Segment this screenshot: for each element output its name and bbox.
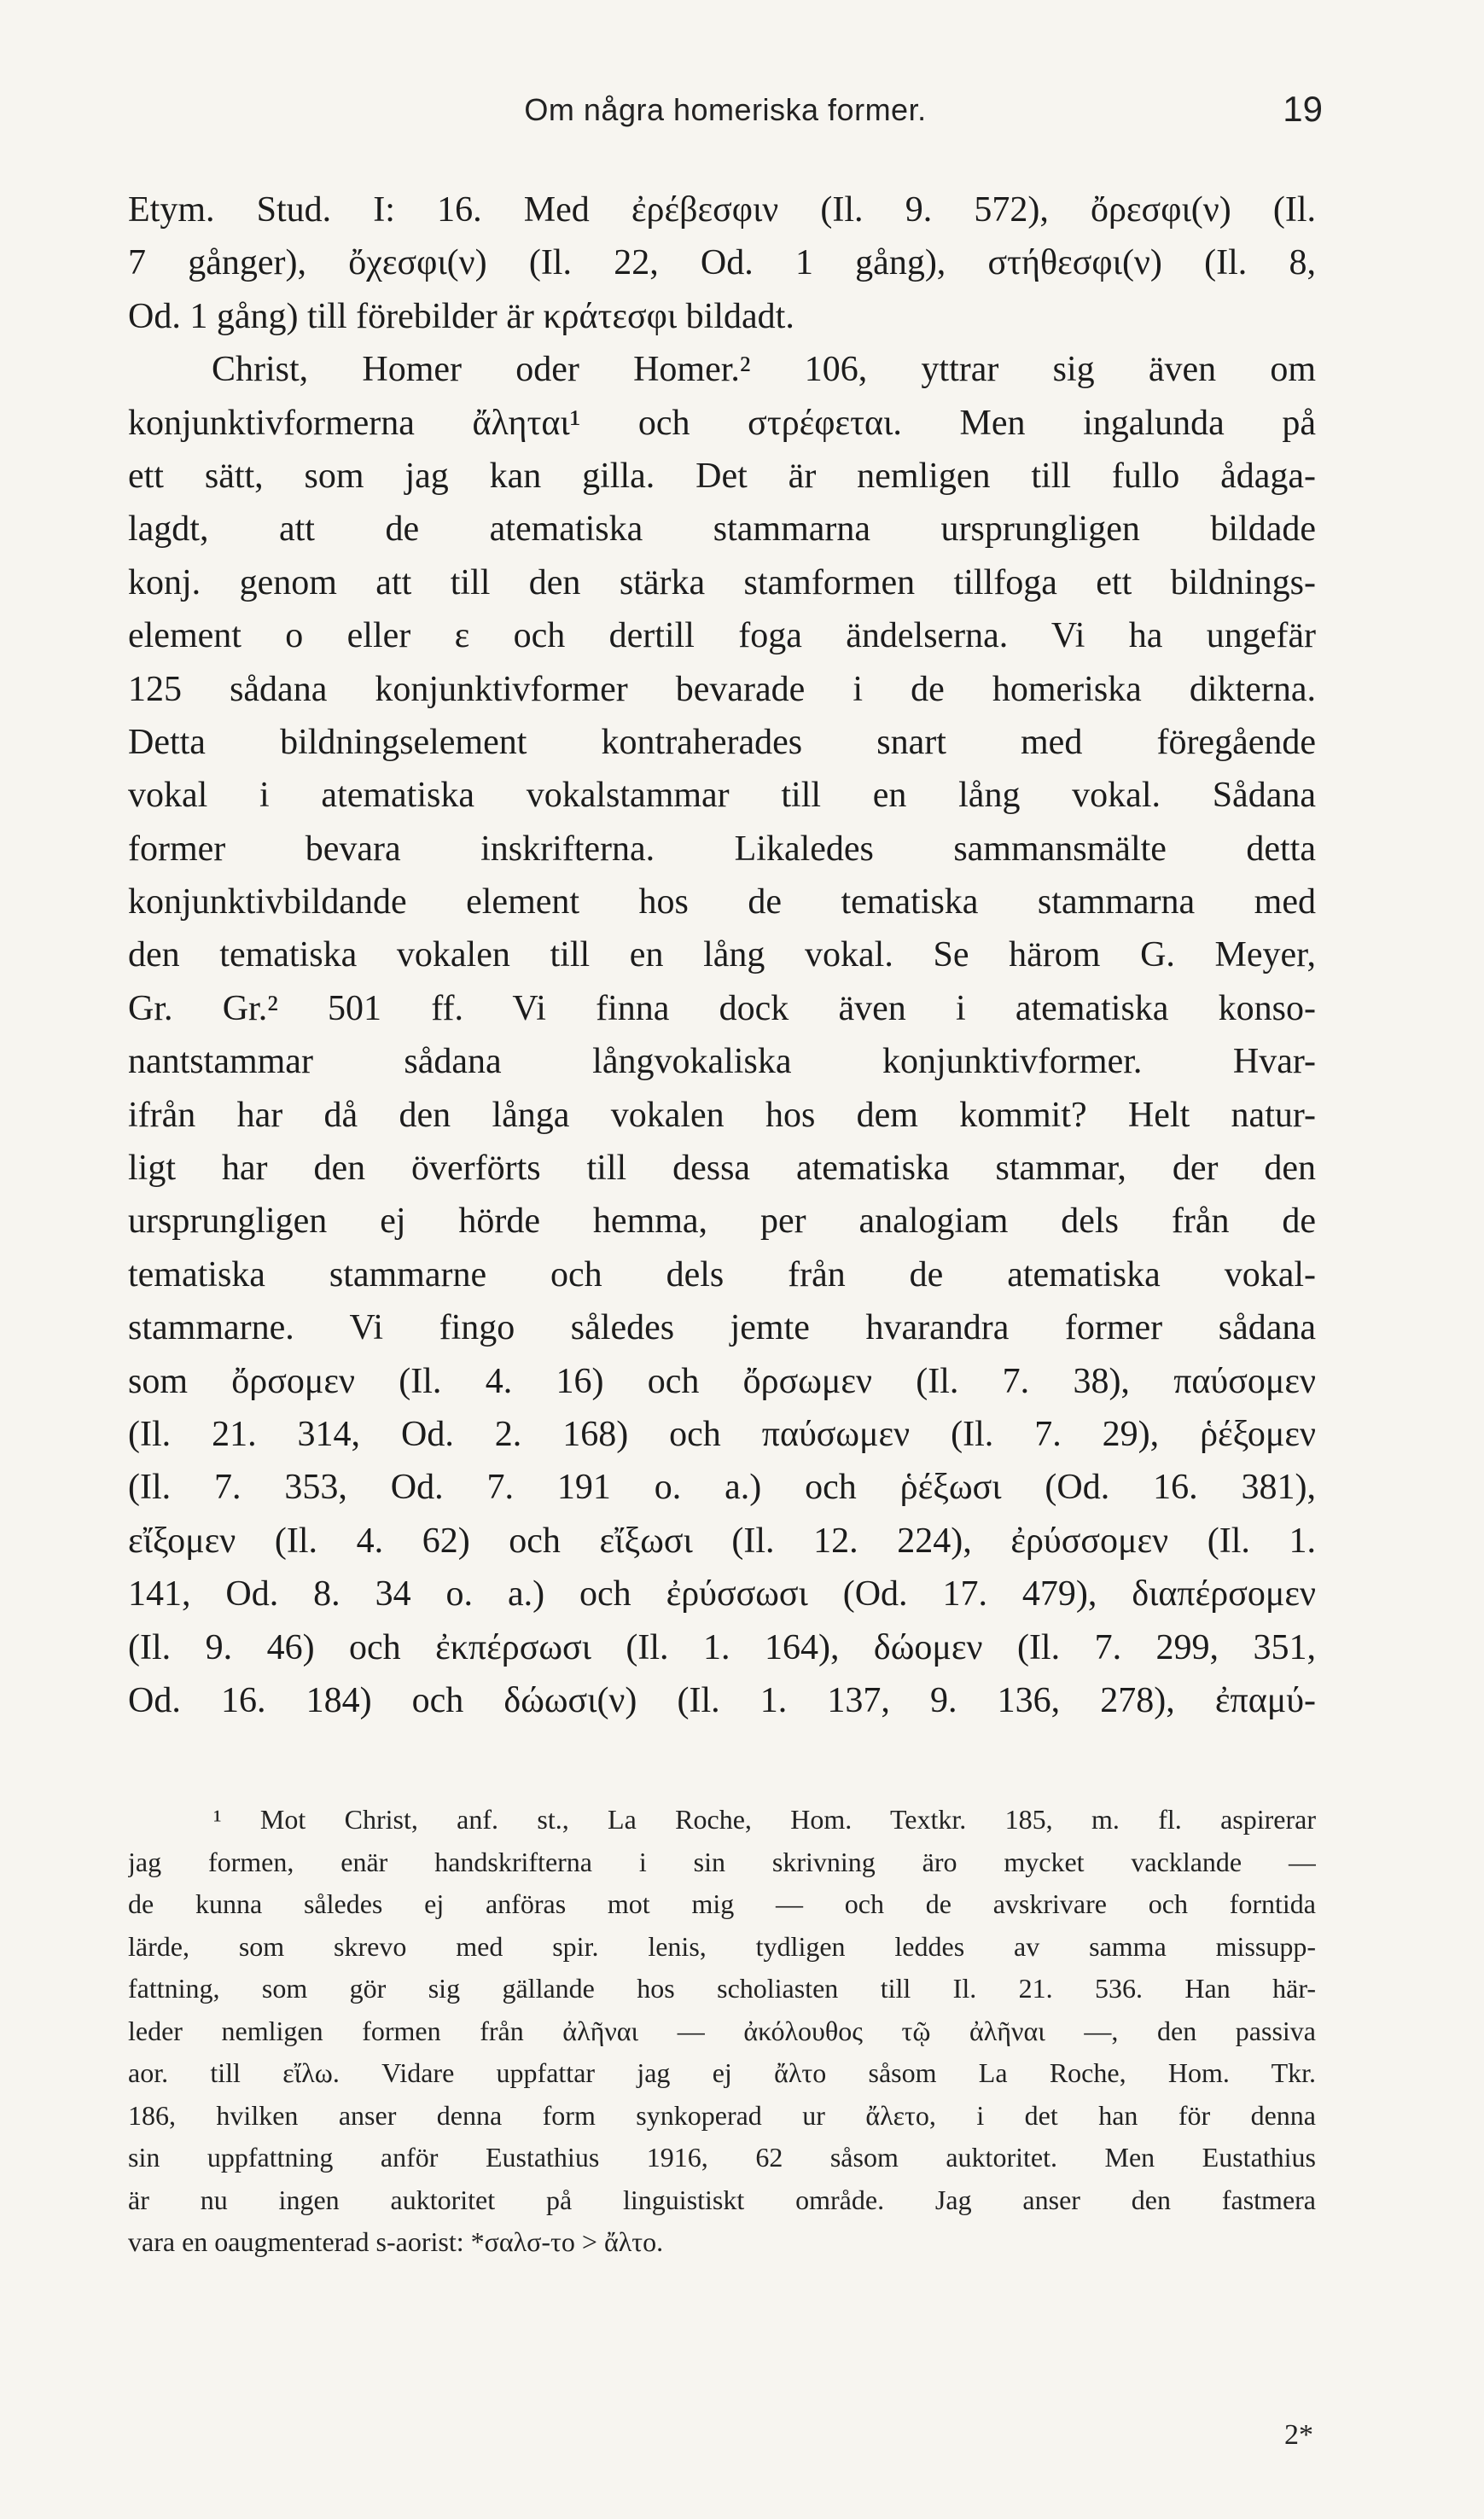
running-title: Om några homeriska former. [524, 92, 927, 127]
body-line: vokal i atematiska vokalstammar till en lång vokal. Sådana [128, 776, 1316, 816]
body-line: former bevara inskrifterna. Likaledes sammansmälte detta [128, 829, 1316, 869]
footnote-line: aor. till εἴλω. Vidare uppfattar jag ej ἄλτο såsom La Roche, Hom. Tkr. [128, 2057, 1316, 2088]
footnote-line: 186, hvilken anser denna form synkoperad ur ἄλετο, i det han för denna [128, 2099, 1316, 2131]
body-line: (Il. 9. 46) och ἐκπέρσωσι (Il. 1. 164), δώομεν (Il. 7. 299, 351, [128, 1627, 1316, 1667]
footnotes [128, 1799, 1316, 2264]
body-line: den tematiska vokalen till en lång vokal. Se härom G. Meyer, [128, 935, 1316, 975]
page-number: 19 [1283, 89, 1323, 129]
footnote-line: är nu ingen auktoritet på linguistiskt område. Jag anser den fastmera [128, 2184, 1316, 2215]
body-line: som ὄρσομεν (Il. 4. 16) och ὄρσωμεν (Il. 7. 38), παύσομεν [128, 1361, 1316, 1401]
footnote-line: fattning, som gör sig gällande hos scholiasten till Il. 21. 536. Han här- [128, 1973, 1316, 2004]
body-line: ett sätt, som jag kan gilla. Det är nemligen till fullo ådaga- [128, 456, 1316, 496]
footnote-line: sin uppfattning anför Eustathius 1916, 62 såsom auktoritet. Men Eustathius [128, 2142, 1316, 2173]
body-line: Gr. Gr.² 501 ff. Vi finna dock även i atematiska konso- [128, 988, 1316, 1028]
body-line: (Il. 7. 353, Od. 7. 191 o. a.) och ῥέξωσι (Od. 16. 381), [128, 1468, 1316, 1508]
body-line: nantstammar sådana långvokaliska konjunktivformer. Hvar- [128, 1042, 1316, 1082]
body-line: εἴξομεν (Il. 4. 62) och εἴξωσι (Il. 12. 224), ἐρύσσομεν (Il. 1. [128, 1521, 1316, 1561]
footnote-line: de kunna således ej anföras mot mig — och de avskrivare och forntida [128, 1888, 1316, 1919]
body-line: lagdt, att de atematiska stammarna ursprungligen bildade [128, 509, 1316, 550]
body-line: ligt har den överförts till dessa atematiska stammar, der den [128, 1149, 1316, 1189]
body-text [128, 183, 1316, 1727]
footnote-line: lärde, som skrevo med spir. lenis, tydligen leddes av samma missupp- [128, 1930, 1316, 1962]
body-line: Etym. Stud. I: 16. Med ἐρέβεσφιν (Il. 9. 572), ὄρεσφι(ν) (Il. [128, 190, 1316, 230]
body-line: konjunktivformerna ἄληται¹ och στρέφεται. Men ingalunda på [128, 403, 1316, 443]
signature-mark: 2* [1284, 2419, 1313, 2451]
page-header [128, 89, 1323, 143]
body-line: element ο eller ε och dertill foga ändelserna. Vi ha ungefär [128, 616, 1316, 656]
body-line: (Il. 21. 314, Od. 2. 168) och παύσωμεν (Il. 7. 29), ῥέξομεν [128, 1414, 1316, 1454]
body-line: ursprungligen ej hörde hemma, per analogiam dels från de [128, 1201, 1316, 1242]
body-line: 7 gånger), ὄχεσφι(ν) (Il. 22, Od. 1 gång), στήθεσφι(ν) (Il. 8, [128, 243, 1316, 283]
body-line: Od. 16. 184) och δώωσι(ν) (Il. 1. 137, 9. 136, 278), ἐπαμύ- [128, 1680, 1316, 1720]
footnote-line: jag formen, enär handskrifterna i sin skrivning äro mycket vacklande — [128, 1846, 1316, 1877]
body-line: 125 sådana konjunktivformer bevarade i de homeriska dikterna. [128, 669, 1316, 709]
body-line: tematiska stammarne och dels från de atematiska vokal- [128, 1254, 1316, 1294]
body-line: 141, Od. 8. 34 o. a.) och ἐρύσσωσι (Od. 17. 479), διαπέρσομεν [128, 1574, 1316, 1614]
footnote-line: leder nemligen formen från ἀλῆναι — ἀκόλουθος τῷ ἀλῆναι —, den passiva [128, 2015, 1316, 2046]
body-line: konj. genom att till den stärka stamformen tillfoga ett bildnings- [128, 562, 1316, 602]
body-line: Christ, Homer oder Homer.² 106, yttrar sig även om [212, 350, 1316, 390]
body-line: konjunktivbildande element hos de tematiska stammarna med [128, 882, 1316, 922]
body-line: Detta bildningselement kontraherades snart med föregående [128, 722, 1316, 762]
body-line: Od. 1 gång) till förebilder är κράτεσφι bildadt. [128, 296, 794, 336]
footnote-line: ¹ Mot Christ, anf. st., La Roche, Hom. Textkr. 185, m. fl. aspirerar [213, 1804, 1316, 1835]
body-line: ifrån har då den långa vokalen hos dem kommit? Helt natur- [128, 1095, 1316, 1135]
body-line: stammarne. Vi fingo således jemte hvarandra former sådana [128, 1308, 1316, 1348]
footnote-line: vara en oaugmenterad s-aorist: *σαλσ-το > ἄλτο. [128, 2226, 664, 2257]
